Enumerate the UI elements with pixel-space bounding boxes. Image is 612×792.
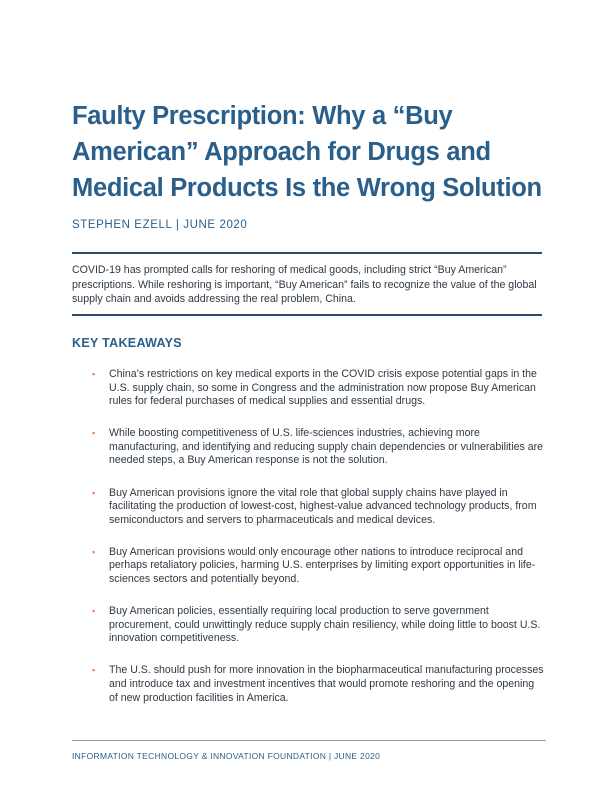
- document-title: Faulty Prescription: Why a “Buy American” Approach for Drugs and Medical Products Is the Wrong Solution: [72, 102, 542, 202]
- bullet-icon: ▪: [92, 369, 96, 379]
- takeaway-text: Buy American provisions ignore the vital role that global supply chains have played in facilitating the production of lowest-cost, highest-value advanced technology products, from semiconductors and servers to pharmaceuticals and medical devices.: [109, 486, 537, 526]
- takeaway-text: While boosting competitiveness of U.S. life-sciences industries, achieving more manufacturing, and identifying and reducing supply chain dependencies or vulnerabilities are needed steps, a Buy American response is not the solution.: [109, 427, 544, 467]
- bullet-icon: ▪: [92, 606, 96, 617]
- takeaways-list: [92, 368, 544, 724]
- bullet-icon: ▪: [92, 665, 96, 676]
- takeaway-item: [92, 487, 544, 528]
- takeaway-item: [92, 605, 544, 646]
- page-footer: INFORMATION TECHNOLOGY & INNOVATION FOUNDATION | JUNE 2020: [72, 751, 381, 761]
- summary-top-rule: [72, 252, 542, 254]
- bullet-icon: ▪: [92, 487, 96, 498]
- takeaway-text: Buy American provisions would only encourage other nations to introduce reciprocal and perhaps retaliatory policies, harming U.S. enterprises by limiting export opportunities in life-sciences sectors and potentially beyond.: [109, 545, 536, 586]
- takeaway-text: The U.S. should push for more innovation in the biopharmaceutical manufacturing processes and introduce tax and investment incentives that would promote reshoring and the opening of new production facilities in America.: [109, 664, 544, 704]
- takeaway-item: [92, 427, 544, 468]
- takeaway-item: [92, 368, 544, 409]
- takeaway-text: China’s restrictions on key medical exports in the COVID crisis expose potential gaps in the U.S. supply chain, so some in Congress and the administration now propose Buy American rules for federal purchases of medical supplies and essential drugs.: [109, 368, 537, 408]
- takeaway-item: [92, 546, 544, 587]
- key-takeaways-heading: KEY TAKEAWAYS: [72, 336, 182, 350]
- summary-bottom-rule: [72, 314, 542, 316]
- bullet-icon: ▪: [92, 428, 96, 439]
- byline: STEPHEN EZELL | JUNE 2020: [72, 219, 248, 231]
- takeaway-item: [92, 664, 544, 705]
- summary-paragraph: COVID-19 has prompted calls for reshoring of medical goods, including strict “Buy American” prescriptions. While reshoring is important, “Buy American” fails to recognize the value of the global supply chain and avoids addressing the real problem, China.: [72, 264, 537, 305]
- takeaway-text: Buy American policies, essentially requiring local production to serve government procurement, could unwittingly reduce supply chain resiliency, while doing little to boost U.S. innovation competitiveness.: [109, 605, 541, 645]
- footer-rule: [72, 740, 546, 741]
- bullet-icon: ▪: [92, 546, 96, 557]
